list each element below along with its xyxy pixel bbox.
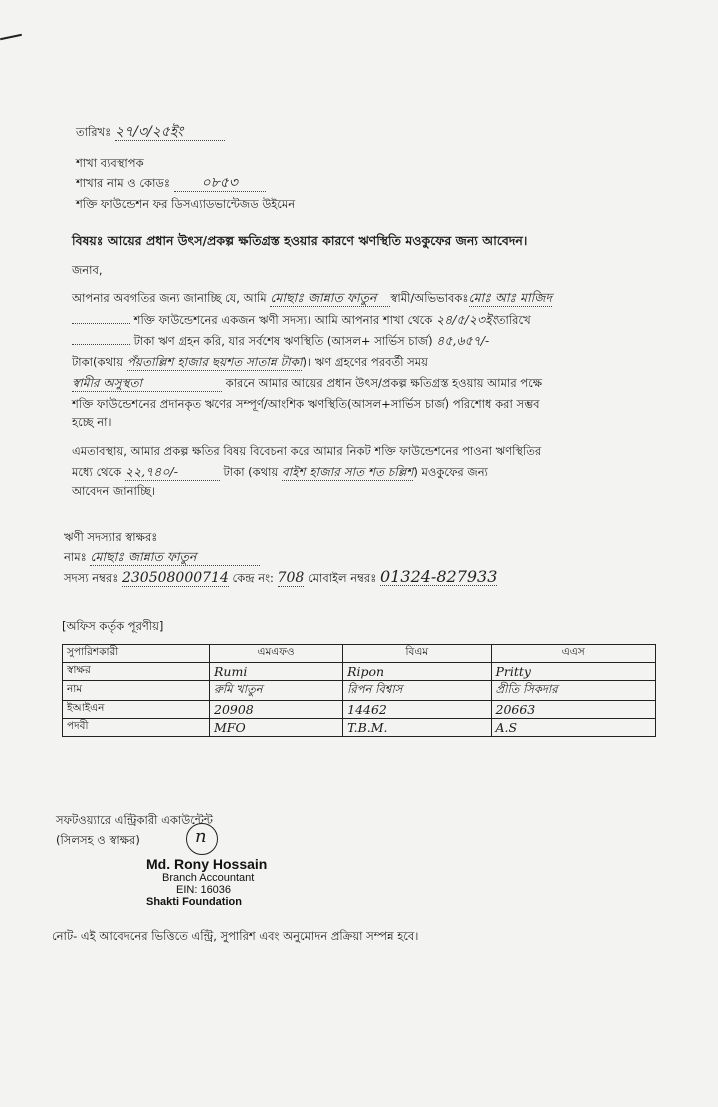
table-header: সুপারিশকারী: [63, 645, 210, 663]
para1-line5: [72, 375, 542, 392]
mobile-label: মোবাইল নম্বরঃ: [307, 571, 377, 585]
table-header: বিএম: [343, 645, 491, 663]
balance-words: পঁয়তাল্লিশ হাজার ছয়শত সাতান্ন টাকা: [126, 355, 303, 369]
para1-text-2: স্বামী/অভিভাবকঃ: [390, 291, 469, 305]
loan-date: ২৪/৫/২৩ইং: [435, 312, 497, 327]
para1-text-8: কারনে আমার আয়ের প্রধান উৎস/প্রকল্প ক্ষতিগ্রস্ত হওয়ায় আমার পক্ষে: [225, 376, 543, 390]
office-table: [62, 644, 656, 737]
mfo-name: রুমি খাতুন: [210, 681, 343, 701]
para1-line7: হচ্ছে না।: [72, 415, 112, 429]
stamp-name: Md. Rony Hossain: [146, 856, 268, 872]
para1-text-3: শক্তি ফাউন্ডেশনের একজন ঋণী সদস্য। আমি আপনার শাখা থেকে: [133, 313, 433, 327]
para2-text-2: মধ্যে থেকে: [72, 465, 122, 479]
member-id-line: [64, 569, 497, 587]
office-caption: [অফিস কর্তৃক পূরণীয়]: [62, 619, 164, 633]
para1-line4: [72, 354, 428, 371]
row-label: ইআইএন: [63, 701, 210, 719]
waiver-amount: ২২,৭৪০/-: [125, 464, 220, 481]
waiver-amount-words: বাইশ হাজার সাত শত চল্লিশ: [281, 465, 414, 479]
member-name-line: [64, 549, 260, 566]
para1-line3: [72, 333, 489, 349]
bm-signature: Ripon: [343, 663, 491, 681]
member-id-label: সদস্য নম্বরঃ: [64, 571, 119, 585]
member-name: মোছাঃ জান্নাত ফাতুন: [90, 549, 260, 566]
org-line: শক্তি ফাউন্ডেশন ফর ডিসএ্যাডভান্টেজড উইমেন: [76, 197, 296, 211]
loss-reason: স্বামীর অসুস্থতা: [72, 375, 222, 392]
applicant-name: মোছাঃ জান্নাত ফাতুন: [270, 290, 390, 307]
date-value: ২৭/৩/২৫ইং: [115, 124, 225, 141]
as-name: প্রীতি সিকদার: [491, 681, 656, 701]
center-number: 708: [277, 570, 305, 586]
para1-text-5: টাকা ঋণ গ্রহন করি, যার সর্বশেষ ঋণস্থিতি (আসল+ সার্ভিস চার্জ): [133, 334, 433, 348]
mfo-designation: MFO: [210, 719, 343, 737]
salutation: জনাব,: [72, 263, 103, 277]
row-label: পদবী: [63, 719, 210, 737]
para1-line1: [72, 290, 552, 307]
entry-line: সফটওয়্যারে এন্ট্রিকারী একাউন্টেন্ট: [56, 813, 213, 827]
branch-code: ০৮৫৩: [174, 175, 266, 192]
as-designation: A.S: [491, 719, 656, 737]
member-name-label: নামঃ: [64, 550, 87, 564]
member-id: 230508000714: [121, 570, 229, 586]
row-label: নাম: [63, 681, 210, 701]
para2-line3: আবেদন জানাচ্ছি।: [72, 484, 156, 498]
stamp-ein: EIN: 16036: [176, 884, 232, 896]
member-sign-label: ঋণী সদস্যার স্বাক্ষরঃ: [64, 530, 158, 544]
para1-line2: [72, 312, 531, 328]
mfo-signature: Rumi: [210, 663, 343, 681]
bm-name: রিপন বিশ্বাস: [343, 681, 491, 701]
para1-text-6: টাকা(কথায়: [72, 355, 124, 369]
para1-text-1: আপনার অবগতির জন্য জানাচ্ছি যে, আমি: [72, 291, 267, 305]
table-row: [63, 701, 656, 719]
para1-line6: শক্তি ফাউন্ডেশনের প্রদানকৃত ঋণের সম্পূর্ণ/আংশিক ঋণস্থিতি(আসল+সার্ভিস চার্জ) পরিশোধ করা সম্ভব: [72, 397, 540, 411]
manager-line: শাখা ব্যবস্থাপক: [76, 156, 144, 170]
para1-text-7: )। ঋণ গ্রহণের পরবর্তী সময়: [302, 355, 428, 369]
table-header: এমএফও: [210, 645, 343, 663]
mfo-ein: 20908: [210, 701, 343, 719]
para2-line1: এমতাবস্থায়, আমার প্রকল্প ক্ষতির বিষয় বিবেচনা করে আমার নিকট শক্তি ফাউন্ডেশনের পাওনা ঋণস্থিতির: [72, 444, 542, 458]
para2-text-4: ) মওকুফের জন্য: [413, 465, 488, 479]
branch-line: [76, 175, 266, 192]
date-label: তারিখঃ: [76, 125, 112, 139]
footnote: নোট- এই আবেদনের ভিত্তিতে এন্ট্রি, সুপারিশ এবং অনুমোদন প্রক্রিয়া সম্পন্ন হবে।: [52, 929, 419, 943]
table-row: [63, 681, 656, 701]
stamp-title: Branch Accountant: [162, 872, 255, 884]
blank-dots: [72, 344, 130, 345]
table-row: [63, 719, 656, 737]
as-ein: 20663: [491, 701, 656, 719]
branch-label: শাখার নাম ও কোডঃ: [76, 176, 171, 190]
seal-line: (সিলসহ ও স্বাক্ষর): [56, 833, 140, 847]
blank-dots: [72, 323, 130, 324]
para2-line2: [72, 464, 488, 481]
table-header: এএস: [491, 645, 656, 663]
mobile-number: 01324-827933: [380, 567, 498, 586]
bm-ein: 14462: [343, 701, 491, 719]
row-label: স্বাক্ষর: [63, 663, 210, 681]
corner-mark: [0, 34, 22, 41]
stamp-org: Shakti Foundation: [146, 896, 242, 908]
table-row: [63, 663, 656, 681]
accountant-initial: n: [195, 826, 207, 847]
para2-text-3: টাকা (কথায়: [223, 465, 279, 479]
subject-line: বিষয়ঃ আয়ের প্রধান উৎস/প্রকল্প ক্ষতিগ্রস্ত হওয়ার কারণে ঋণস্থিতি মওকুফের জন্য আবেদন।: [72, 233, 528, 248]
balance-amount: ৪৫,৬৫৭/-: [436, 333, 490, 348]
as-signature: Pritty: [491, 663, 656, 681]
para1-text-4: তারিখে: [496, 313, 531, 327]
table-header-row: [63, 645, 656, 663]
bm-designation: T.B.M.: [343, 719, 491, 737]
accountant-stamp: [146, 856, 267, 908]
date-line: [76, 124, 225, 141]
guardian-name: মোঃ আঃ মাজিদ: [468, 290, 552, 305]
center-label: কেন্দ্র নং:: [232, 571, 274, 585]
